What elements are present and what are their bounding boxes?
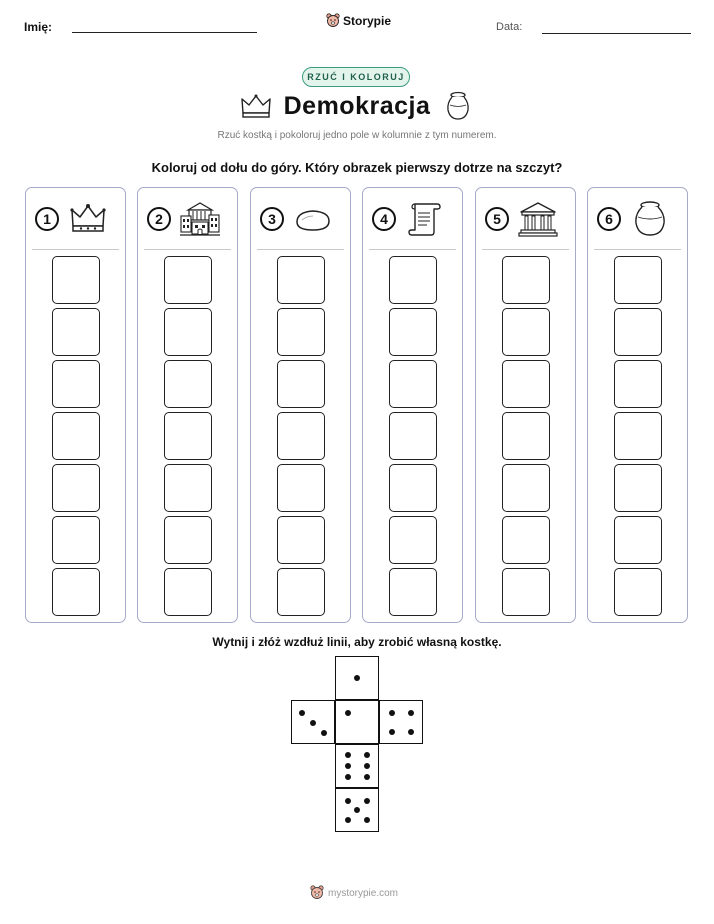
color-cell[interactable]: [502, 412, 550, 460]
column-number: 2: [147, 207, 171, 231]
color-cell[interactable]: [502, 464, 550, 512]
column-divider: [257, 249, 344, 250]
temple-icon: [518, 200, 558, 238]
color-cell[interactable]: [164, 308, 212, 356]
dice-face-1: [335, 700, 379, 744]
dice-pip: [364, 774, 370, 780]
dice-pip: [408, 710, 414, 716]
dice-pip: [299, 710, 305, 716]
color-cell[interactable]: [164, 516, 212, 564]
color-cell[interactable]: [389, 360, 437, 408]
footer-url: mystorypie.com: [328, 887, 399, 899]
color-cell[interactable]: [502, 308, 550, 356]
color-cell[interactable]: [52, 360, 100, 408]
color-cell[interactable]: [164, 360, 212, 408]
color-cell[interactable]: [502, 360, 550, 408]
dice-pip: [345, 763, 351, 769]
color-cell[interactable]: [277, 308, 325, 356]
column-divider: [32, 249, 119, 250]
dice-pip: [364, 752, 370, 758]
color-cell[interactable]: [389, 464, 437, 512]
dice-pip: [321, 730, 327, 736]
column-divider: [594, 249, 681, 250]
dice-pip: [345, 710, 351, 716]
column-divider: [369, 249, 456, 250]
column-divider: [144, 249, 231, 250]
name-line: [72, 32, 257, 33]
footer: [310, 885, 398, 901]
column-2: [137, 187, 238, 623]
color-cell[interactable]: [614, 568, 662, 616]
column-5: [475, 187, 576, 623]
color-cell[interactable]: [164, 256, 212, 304]
color-cell[interactable]: [614, 412, 662, 460]
brand-logo: [326, 13, 391, 29]
brand-name: Storypie: [343, 14, 392, 28]
column-3: [250, 187, 351, 623]
color-cell[interactable]: [52, 256, 100, 304]
city-icon: [180, 200, 220, 238]
color-cell[interactable]: [164, 412, 212, 460]
bear-icon: [310, 885, 324, 901]
color-cell[interactable]: [614, 516, 662, 564]
dice-face-3: [291, 700, 335, 744]
color-cell[interactable]: [389, 568, 437, 616]
dice-pip: [389, 710, 395, 716]
dice-face-2: [379, 700, 423, 744]
color-cell[interactable]: [52, 412, 100, 460]
color-cell[interactable]: [164, 568, 212, 616]
color-cell[interactable]: [389, 256, 437, 304]
page-subtitle: Rzuć kostką i pokoloruj jedno pole w kolumnie z tym numerem.: [217, 130, 497, 141]
dice-pip: [345, 774, 351, 780]
dice-face-1: [335, 656, 379, 700]
dice-pip: [364, 798, 370, 804]
color-cell[interactable]: [52, 516, 100, 564]
column-number: 5: [485, 207, 509, 231]
cut-instruction: Wytnij i złóż wzdłuż linii, aby zrobić własną kostkę.: [212, 635, 502, 649]
column-6: [587, 187, 688, 623]
name-label: Imię:: [24, 20, 53, 34]
dice-pip: [408, 729, 414, 735]
dice-pip: [354, 807, 360, 813]
activity-badge: RZUĆ I KOLORUJ: [302, 67, 410, 87]
dice-pip: [310, 720, 316, 726]
dice-pip: [354, 675, 360, 681]
dice-face-5: [335, 788, 379, 832]
stone-icon: [293, 200, 333, 238]
dice-face-6: [335, 744, 379, 788]
dice-pip: [364, 763, 370, 769]
date-line: [542, 33, 691, 34]
color-cell[interactable]: [277, 464, 325, 512]
color-cell[interactable]: [277, 568, 325, 616]
column-divider: [482, 249, 569, 250]
color-cell[interactable]: [502, 568, 550, 616]
column-number: 3: [260, 207, 284, 231]
color-cell[interactable]: [52, 464, 100, 512]
color-cell[interactable]: [502, 516, 550, 564]
date-label: Data:: [496, 21, 523, 33]
column-number: 1: [35, 207, 59, 231]
color-cell[interactable]: [502, 256, 550, 304]
color-cell[interactable]: [614, 256, 662, 304]
color-cell[interactable]: [277, 412, 325, 460]
dice-pip: [345, 752, 351, 758]
color-cell[interactable]: [614, 360, 662, 408]
pot-icon: [444, 91, 472, 121]
dice-pip: [364, 817, 370, 823]
color-cell[interactable]: [52, 568, 100, 616]
crown-icon: [68, 200, 108, 238]
color-cell[interactable]: [277, 360, 325, 408]
scroll-icon: [405, 200, 445, 238]
color-cell[interactable]: [277, 256, 325, 304]
dice-pip: [389, 729, 395, 735]
column-number: 4: [372, 207, 396, 231]
dice-pip: [345, 817, 351, 823]
instruction-text: Koloruj od dołu do góry. Który obrazek pierwszy dotrze na szczyt?: [151, 160, 563, 175]
color-cell[interactable]: [389, 308, 437, 356]
pot-icon: [630, 200, 670, 238]
color-cell[interactable]: [614, 308, 662, 356]
bear-icon: [326, 13, 340, 29]
page-title: Demokracja: [283, 92, 431, 120]
color-cell[interactable]: [389, 516, 437, 564]
dice-pip: [345, 798, 351, 804]
column-4: [362, 187, 463, 623]
color-cell[interactable]: [389, 412, 437, 460]
column-1: [25, 187, 126, 623]
column-number: 6: [597, 207, 621, 231]
color-cell[interactable]: [614, 464, 662, 512]
color-cell[interactable]: [164, 464, 212, 512]
color-cell[interactable]: [52, 308, 100, 356]
color-cell[interactable]: [277, 516, 325, 564]
